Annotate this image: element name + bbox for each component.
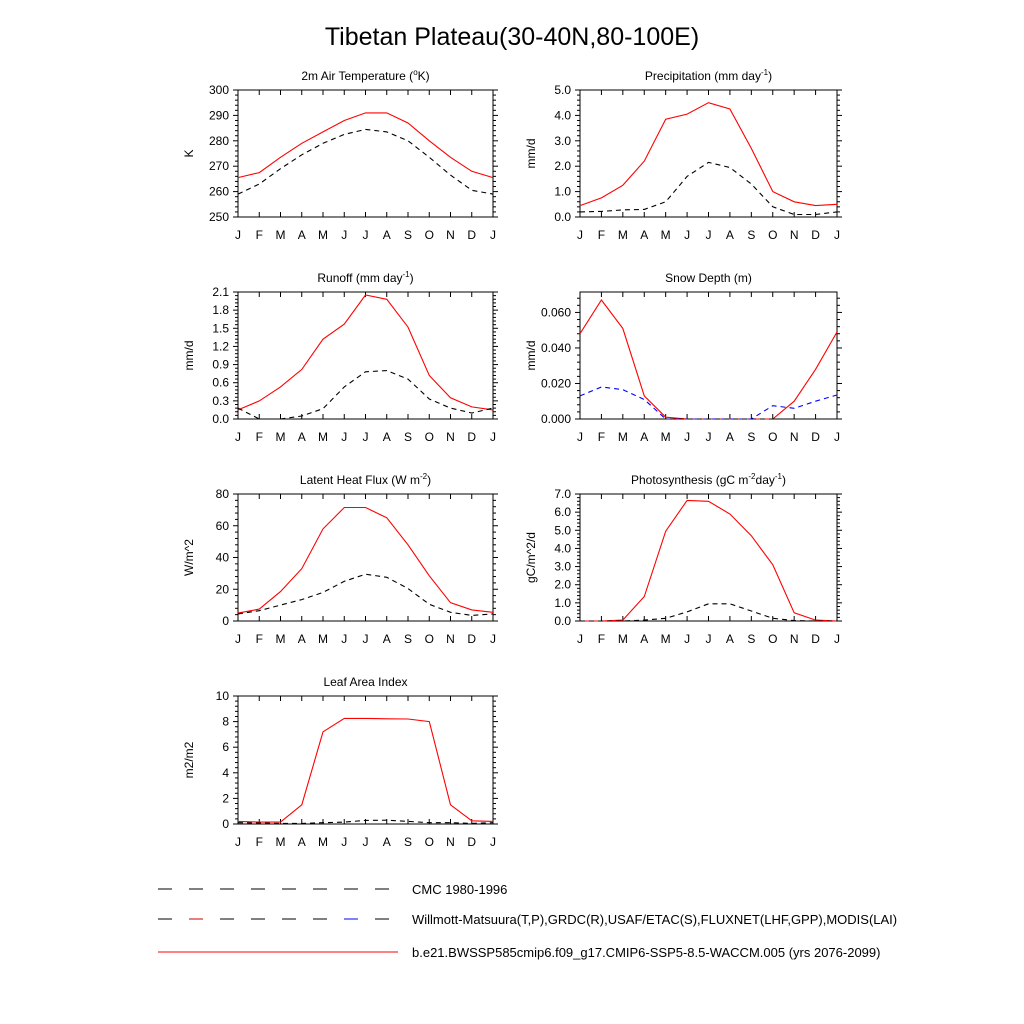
series-line-model [238, 295, 493, 410]
y-tick-label: 0 [222, 614, 229, 628]
y-tick-label: 290 [208, 108, 229, 123]
x-tick-label: M [318, 430, 328, 444]
x-tick-label: J [684, 228, 691, 242]
plot-frame [238, 90, 493, 217]
x-tick-label: N [446, 228, 455, 242]
x-tick-label: D [467, 835, 477, 849]
series-line-obs [238, 129, 493, 194]
x-tick-label: F [597, 430, 606, 444]
x-tick-label: F [255, 430, 263, 444]
y-tick-label: 2.0 [554, 159, 571, 174]
x-tick-label: D [811, 228, 820, 242]
x-tick-label: D [467, 632, 477, 646]
y-tick-label: 4.0 [554, 541, 571, 556]
y-tick-label: 3.0 [554, 133, 571, 148]
x-tick-label: A [725, 632, 734, 646]
x-tick-label: J [684, 632, 691, 646]
x-tick-label: J [577, 228, 583, 242]
x-tick-label: M [617, 632, 628, 646]
y-tick-label: 270 [208, 159, 229, 174]
x-tick-label: J [577, 632, 583, 646]
x-tick-label: O [424, 430, 434, 444]
y-tick-label: 6 [222, 740, 229, 755]
panel-title: Runoff (mm day$^{-1}$) [317, 270, 414, 285]
panel-title: Photosynthesis (gC $m^{-2}day^{-1}$) [631, 472, 786, 487]
x-tick-label: J [362, 632, 369, 646]
figure-title: Tibetan Plateau(30-40N,80-100E) [324, 23, 700, 51]
x-tick-label: M [275, 835, 286, 849]
x-tick-label: D [811, 632, 820, 646]
x-tick-label: J [705, 430, 712, 444]
series-line-model [580, 300, 837, 419]
y-tick-label: 260 [208, 184, 229, 199]
x-tick-label: S [403, 228, 413, 242]
x-tick-label: J [490, 228, 496, 242]
x-tick-label: J [834, 228, 840, 242]
panel-title: 2m Air Temperature ($^o$K) [301, 68, 430, 83]
y-tick-label: 60 [215, 518, 229, 533]
y-tick-label: 5.0 [554, 83, 571, 97]
x-tick-label: M [275, 228, 286, 242]
plot-frame [580, 90, 837, 217]
y-tick-label: 6.0 [554, 505, 571, 520]
panel-title: Leaf Area Index [323, 675, 408, 689]
chart-panels [182, 68, 842, 849]
chart-panel-3 [182, 270, 498, 444]
chart-panel-4 [524, 271, 842, 444]
x-tick-label: A [725, 228, 734, 242]
y-tick-label: 1.0 [554, 595, 571, 610]
x-tick-label: J [362, 835, 369, 849]
chart-panel-2 [524, 68, 842, 242]
x-tick-label: M [660, 228, 671, 242]
x-tick-label: A [640, 228, 649, 242]
legend-label: Willmott-Matsuura(T,P),GRDC(R),USAF/ETAC(S),FLUXNET(LHF,GPP),MODIS(LAI) [412, 912, 898, 927]
x-tick-label: J [490, 430, 496, 444]
x-tick-label: F [255, 835, 263, 849]
x-tick-label: A [382, 430, 391, 444]
series-line-obs [580, 162, 837, 214]
y-tick-label: 4.0 [554, 108, 571, 123]
x-tick-label: J [834, 430, 840, 444]
x-tick-label: J [834, 632, 840, 646]
y-tick-label: 0.0 [554, 614, 571, 628]
x-tick-label: J [684, 430, 691, 444]
x-tick-label: O [424, 228, 434, 242]
x-tick-label: J [235, 835, 241, 849]
y-tick-label: 2 [222, 791, 229, 806]
x-tick-label: A [297, 430, 306, 444]
x-tick-label: F [597, 228, 606, 242]
y-tick-label: 10 [215, 689, 229, 703]
x-tick-label: O [424, 835, 434, 849]
y-tick-label: 0.0 [554, 210, 571, 224]
legend-item-3 [158, 945, 880, 960]
y-axis-label: mm/d [182, 340, 196, 371]
x-tick-label: O [768, 430, 778, 444]
x-tick-label: M [275, 430, 286, 444]
x-tick-label: J [235, 632, 241, 646]
x-tick-label: M [660, 430, 671, 444]
x-tick-label: J [341, 430, 348, 444]
x-tick-label: A [297, 228, 306, 242]
y-tick-label: 4 [222, 765, 229, 780]
y-tick-label: 8 [222, 714, 229, 729]
x-tick-label: A [297, 632, 306, 646]
x-tick-label: N [789, 228, 799, 242]
y-tick-label: 20 [215, 582, 229, 597]
series-line-model [238, 508, 493, 614]
x-tick-label: F [255, 228, 263, 242]
y-tick-label: 5.0 [554, 523, 571, 538]
x-tick-label: M [318, 835, 328, 849]
y-tick-label: 280 [208, 133, 229, 148]
x-tick-label: M [275, 632, 286, 646]
plot-frame [238, 696, 493, 824]
x-tick-label: J [341, 228, 348, 242]
legend-item-1 [158, 882, 507, 897]
chart-panel-5 [182, 472, 498, 646]
x-tick-label: S [747, 430, 756, 444]
plot-frame [580, 292, 837, 419]
x-tick-label: N [446, 835, 455, 849]
x-tick-label: J [235, 228, 241, 242]
y-axis-label: mm/d [524, 138, 538, 169]
y-axis-label: gC/m^2/d [524, 532, 538, 583]
x-tick-label: D [467, 430, 477, 444]
y-tick-label: 0.000 [540, 412, 571, 426]
x-tick-label: A [640, 632, 649, 646]
x-tick-label: M [617, 430, 628, 444]
x-tick-label: S [403, 430, 413, 444]
x-tick-label: S [747, 228, 756, 242]
x-tick-label: A [382, 632, 391, 646]
y-tick-label: 0.6 [212, 375, 229, 390]
x-tick-label: O [768, 228, 778, 242]
plot-frame [238, 494, 493, 621]
x-tick-label: O [768, 632, 778, 646]
x-tick-label: J [341, 835, 348, 849]
y-tick-label: 1.5 [212, 321, 229, 336]
panel-title: Latent Heat Flux (W $m^{-2}$) [299, 472, 432, 487]
series-line-model [238, 718, 493, 822]
y-tick-label: 80 [215, 487, 229, 501]
chart-panel-6 [524, 472, 842, 646]
y-tick-label: 0 [222, 817, 229, 831]
panel-title: Snow Depth (m) [665, 271, 752, 285]
plot-frame [580, 494, 837, 621]
y-tick-label: 1.0 [554, 184, 571, 199]
y-tick-label: 1.2 [212, 339, 229, 354]
x-tick-label: J [490, 632, 496, 646]
series-line-model [580, 103, 837, 206]
x-tick-label: D [467, 228, 477, 242]
x-tick-label: J [490, 835, 496, 849]
legend-label: CMC 1980-1996 [412, 882, 508, 897]
x-tick-label: M [660, 632, 671, 646]
x-tick-label: J [341, 632, 348, 646]
x-tick-label: D [811, 430, 820, 444]
x-tick-label: M [318, 632, 328, 646]
x-tick-label: J [705, 228, 712, 242]
x-tick-label: S [403, 835, 413, 849]
x-tick-label: M [318, 228, 328, 242]
y-axis-label: W/m^2 [182, 539, 196, 576]
y-axis-label: mm/d [524, 340, 538, 371]
series-line-obs [238, 371, 493, 419]
x-tick-label: A [382, 228, 391, 242]
x-tick-label: N [446, 632, 455, 646]
y-tick-label: 0.020 [540, 376, 571, 391]
x-tick-label: A [640, 430, 649, 444]
legend-item-2 [158, 912, 897, 927]
y-tick-label: 7.0 [554, 487, 571, 501]
y-tick-label: 0.0 [212, 412, 229, 426]
x-tick-label: N [789, 430, 799, 444]
y-tick-label: 1.8 [212, 303, 229, 318]
y-axis-label: m2/m2 [182, 741, 196, 779]
y-tick-label: 3.0 [554, 559, 571, 574]
y-tick-label: 0.9 [212, 357, 229, 372]
x-tick-label: J [705, 632, 712, 646]
y-tick-label: 0.060 [540, 305, 571, 320]
x-tick-label: S [747, 632, 756, 646]
y-tick-label: 40 [215, 550, 229, 565]
panel-title: Precipitation (mm day$^{-1}$) [644, 68, 773, 83]
x-tick-label: S [403, 632, 413, 646]
y-tick-label: 300 [208, 83, 229, 97]
x-tick-label: N [789, 632, 799, 646]
x-tick-label: J [362, 430, 369, 444]
series-line-model [238, 113, 493, 178]
x-tick-label: J [362, 228, 369, 242]
series-line-model [580, 500, 837, 621]
x-tick-label: M [617, 228, 628, 242]
x-tick-label: F [597, 632, 606, 646]
legend [158, 882, 897, 960]
x-tick-label: F [255, 632, 263, 646]
chart-panel-1 [182, 68, 498, 242]
y-tick-label: 2.0 [554, 577, 571, 592]
x-tick-label: A [382, 835, 391, 849]
y-axis-label: K [182, 149, 196, 158]
x-tick-label: N [446, 430, 455, 444]
x-tick-label: A [725, 430, 734, 444]
x-tick-label: J [235, 430, 241, 444]
legend-label: b.e21.BWSSP585cmip6.f09_g17.CMIP6-SSP5-8.5-WACCM.005 (yrs 2076-2099) [412, 945, 881, 960]
y-tick-label: 2.1 [212, 285, 229, 299]
x-tick-label: A [297, 835, 306, 849]
chart-panel-7 [182, 675, 498, 849]
y-tick-label: 0.040 [540, 340, 571, 355]
x-tick-label: O [424, 632, 434, 646]
y-tick-label: 0.3 [212, 393, 229, 408]
x-tick-label: J [577, 430, 583, 444]
y-tick-label: 250 [208, 210, 229, 224]
